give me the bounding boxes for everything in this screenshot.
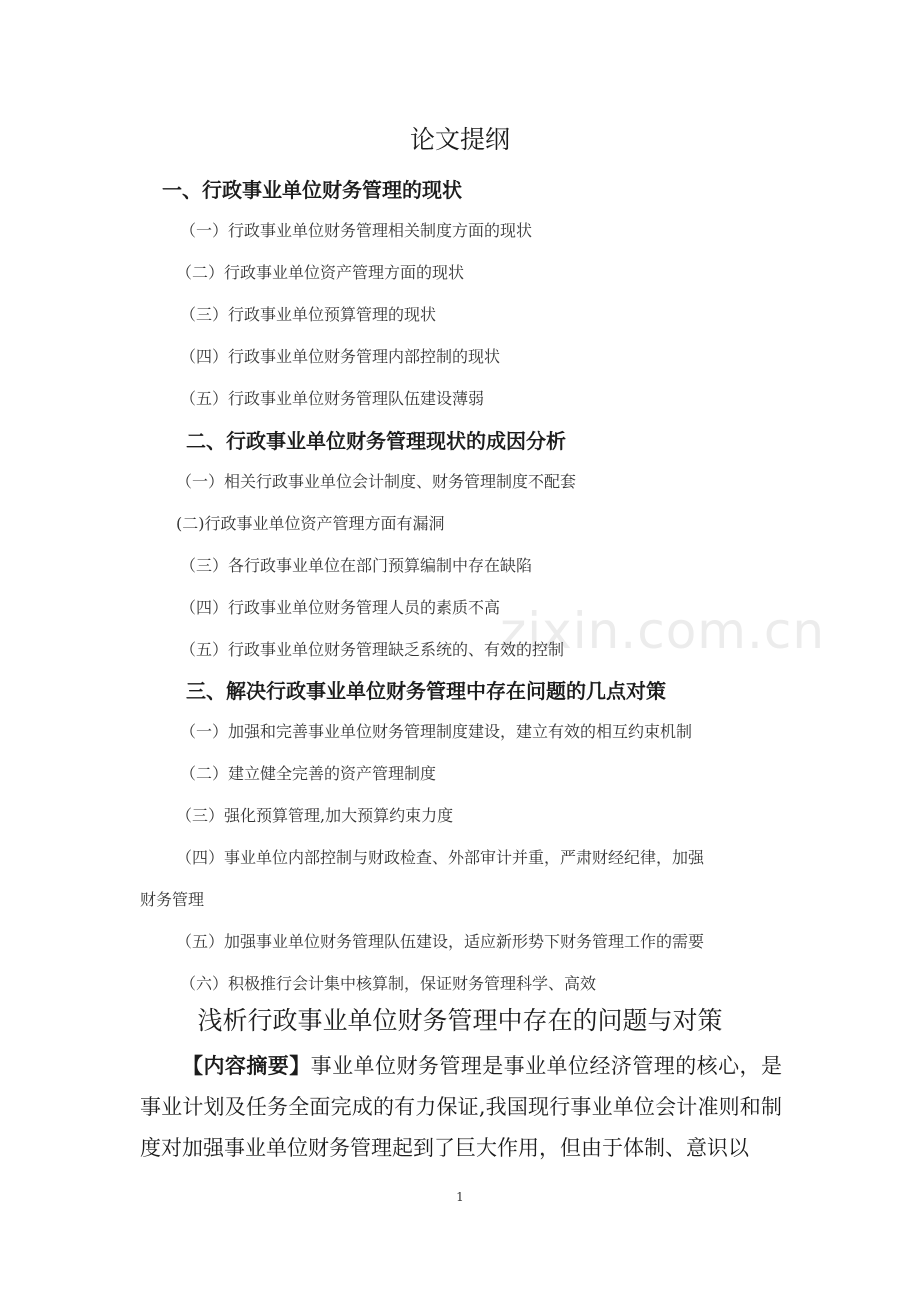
- section-heading-2: 二、行政事业单位财务管理现状的成因分析: [186, 429, 566, 453]
- outline-item: （三）各行政事业单位在部门预算编制中存在缺陷: [180, 556, 533, 575]
- outline-title: 论文提纲: [409, 125, 510, 154]
- outline-item: （一）相关行政事业单位会计制度、财务管理制度不配套: [176, 472, 577, 491]
- outline-item: （五）行政事业单位财务管理缺乏系统的、有效的控制: [180, 640, 565, 659]
- outline-item: （二）行政事业单位资产管理方面的现状: [176, 263, 465, 282]
- section-heading-3: 三、解决行政事业单位财务管理中存在问题的几点对策: [186, 679, 666, 703]
- watermark: zixin.com.cn: [500, 602, 826, 660]
- outline-item: （四）行政事业单位财务管理内部控制的现状: [180, 347, 501, 366]
- outline-item: （一）行政事业单位财务管理相关制度方面的现状: [180, 221, 533, 240]
- abstract-label: 【内容摘要】: [182, 1054, 311, 1078]
- abstract-text: 事业单位财务管理是事业单位经济管理的核心，是事业计划及任务全面完成的有力保证,我国现行事业单位会计准则和制度对加强事业单位财务管理起到了巨大作用，但由于体制、意识以: [140, 1054, 783, 1160]
- page-number: 1: [456, 1190, 464, 1204]
- section-heading-1: 一、行政事业单位财务管理的现状: [162, 178, 462, 202]
- outline-item-continuation: 财务管理: [140, 890, 205, 909]
- outline-item: （四）事业单位内部控制与财政检查、外部审计并重，严肃财经纪律，加强: [176, 848, 705, 867]
- outline-item: （六）积极推行会计集中核算制，保证财务管理科学、高效: [180, 974, 597, 993]
- outline-item: （一）加强和完善事业单位财务管理制度建设，建立有效的相互约束机制: [180, 722, 693, 741]
- outline-item: （三）行政事业单位预算管理的现状: [180, 305, 437, 324]
- outline-item: （三）强化预算管理,加大预算约束力度: [176, 806, 454, 825]
- outline-item: (二)行政事业单位资产管理方面有漏洞: [176, 514, 445, 533]
- outline-item: （四）行政事业单位财务管理人员的素质不高: [180, 598, 501, 617]
- paper-title: 浅析行政事业单位财务管理中存在的问题与对策: [197, 1006, 723, 1035]
- outline-item: （五）行政事业单位财务管理队伍建设薄弱: [180, 389, 485, 408]
- abstract-paragraph: [140, 1046, 782, 1169]
- outline-item: （二）建立健全完善的资产管理制度: [180, 764, 437, 783]
- outline-item: （五）加强事业单位财务管理队伍建设，适应新形势下财务管理工作的需要: [176, 932, 705, 951]
